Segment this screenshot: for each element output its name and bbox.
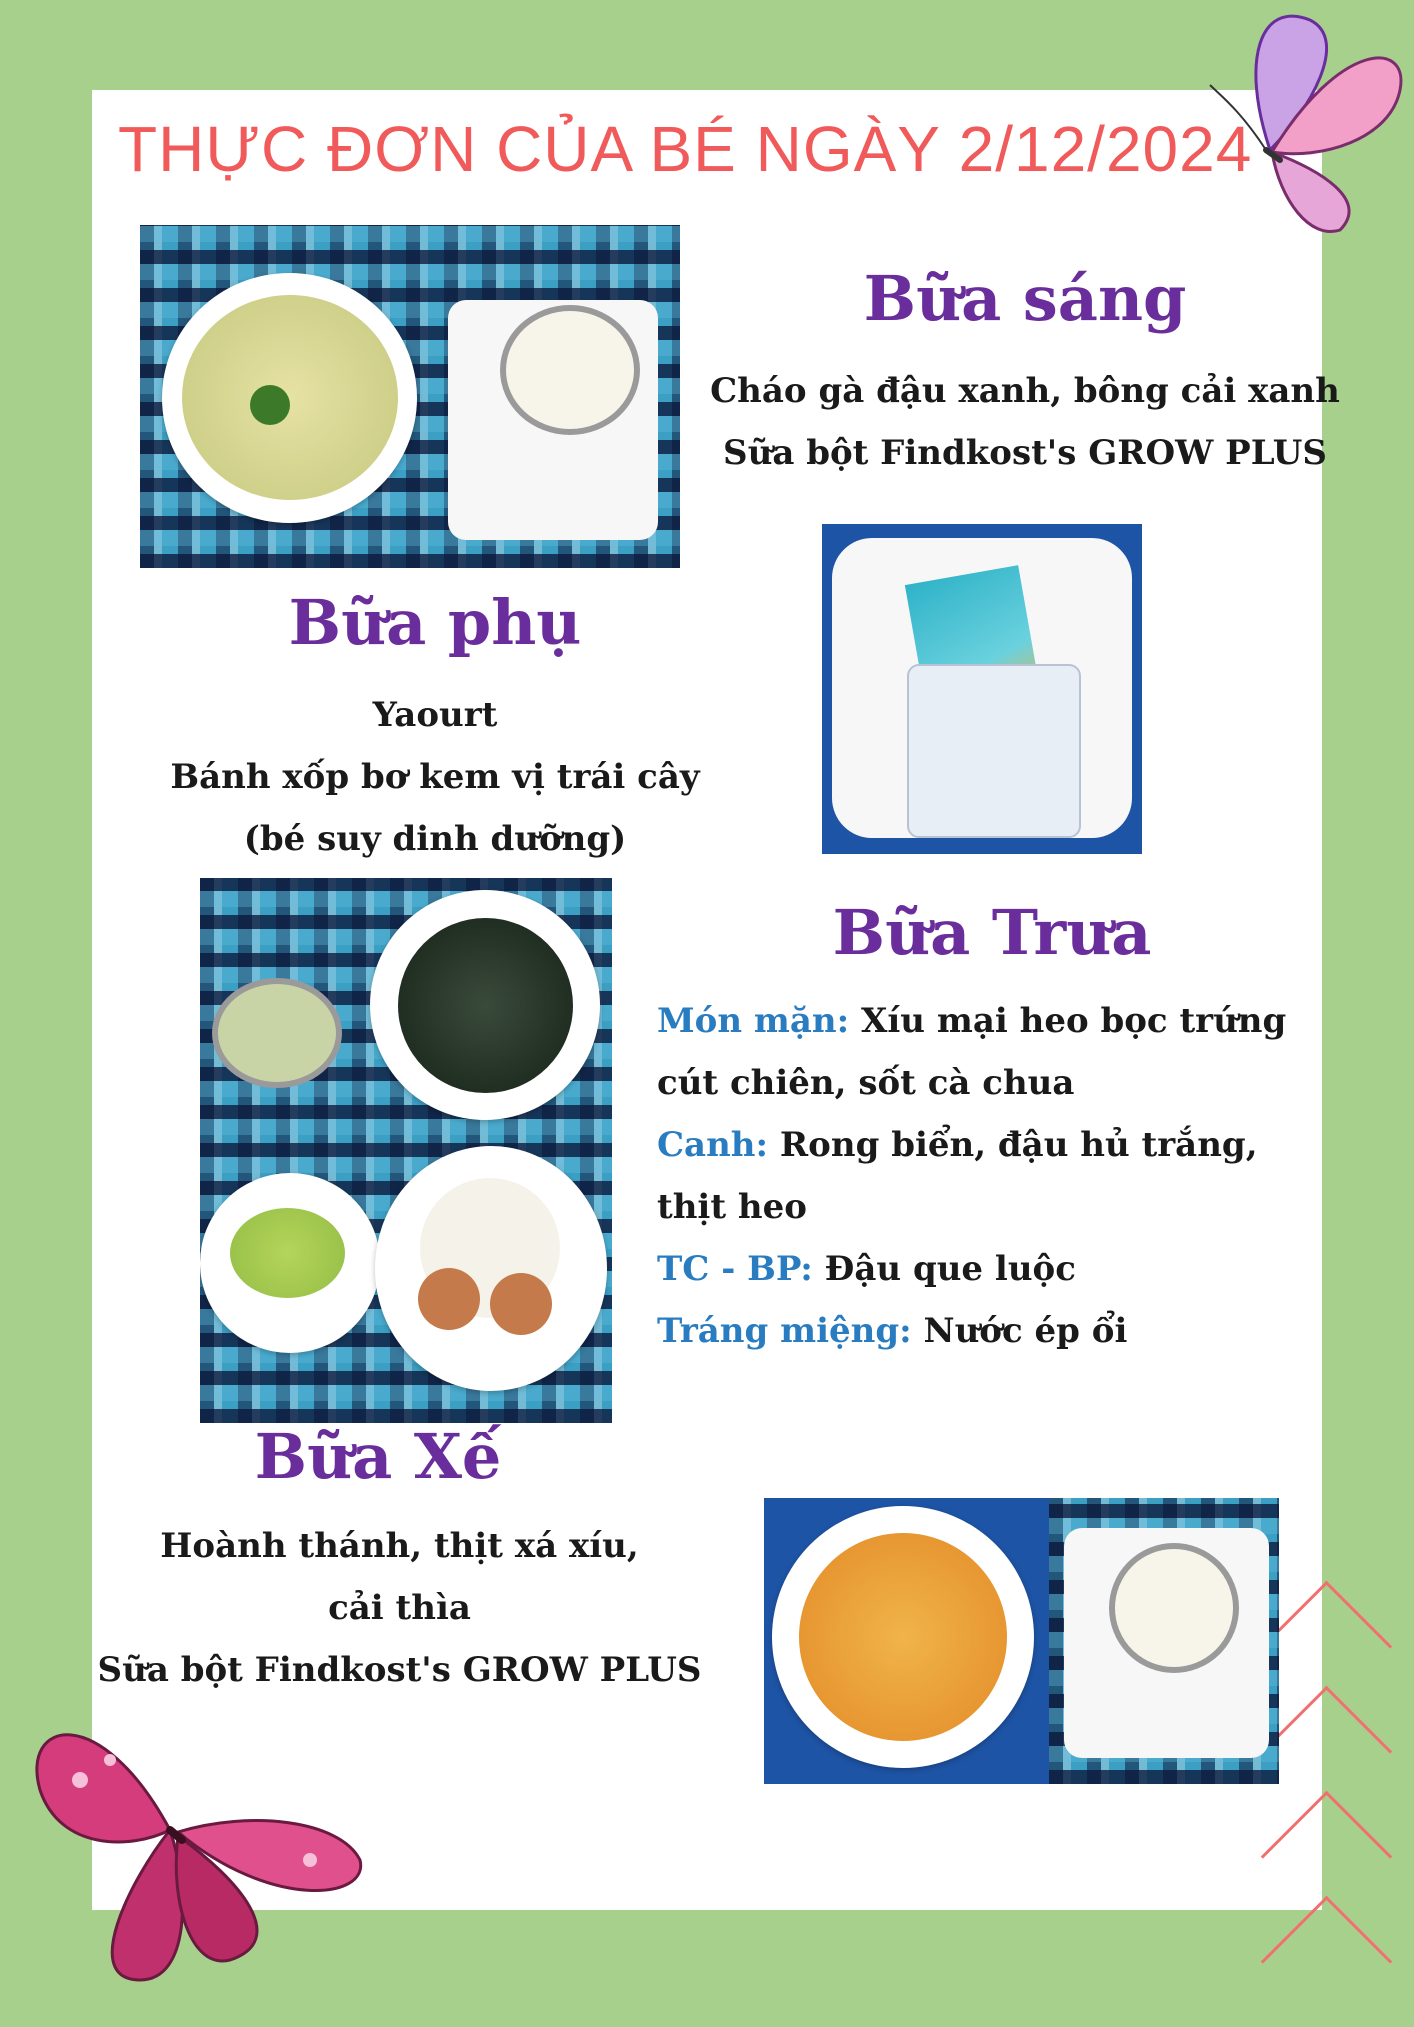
breakfast-menu: [690, 360, 1360, 484]
lunch-text-veg: Đậu que luộc: [812, 1249, 1076, 1289]
lunch-photo: [200, 878, 612, 1423]
lunch-text-main: Xíu mại heo bọc trứng cút chiên, sốt cà chua: [657, 1001, 1287, 1103]
lunch-item-veg: [657, 1238, 1317, 1300]
lunch-item-dessert: [657, 1300, 1317, 1362]
afternoon-menu: [92, 1515, 707, 1701]
breakfast-photo: [140, 225, 680, 568]
afternoon-heading: Bữa Xế: [254, 1420, 502, 1493]
breakfast-heading: Bữa sáng: [863, 262, 1187, 335]
snack-photo: [822, 524, 1142, 854]
afternoon-photo: [764, 1498, 1279, 1784]
lunch-heading: Bữa Trưa: [832, 896, 1152, 969]
snack-line-3: (bé suy dinh dưỡng): [243, 819, 627, 859]
lunch-label-veg: TC - BP:: [657, 1249, 813, 1289]
lunch-text-dessert: Nước ép ổi: [911, 1311, 1128, 1351]
lunch-item-main: [657, 990, 1317, 1114]
snack-line-2: Bánh xốp bơ kem vị trái cây: [170, 757, 700, 797]
breakfast-line-1: Cháo gà đậu xanh, bông cải xanh: [710, 371, 1340, 411]
page-title: THỰC ĐƠN CỦA BÉ NGÀY 2/12/2024: [118, 113, 1253, 185]
butterfly-icon-bottom: [20, 1680, 380, 2000]
lunch-text-soup: Rong biển, đậu hủ trắng, thịt heo: [657, 1125, 1258, 1227]
butterfly-icon-top: [1200, 0, 1414, 240]
afternoon-line-2: Sữa bột Findkost's GROW PLUS: [97, 1650, 702, 1690]
lunch-label-soup: Canh:: [657, 1125, 769, 1165]
lunch-label-dessert: Tráng miệng:: [657, 1311, 912, 1351]
snack-line-1: Yaourt: [372, 695, 498, 735]
lunch-menu: [657, 990, 1317, 1362]
lunch-item-soup: [657, 1114, 1317, 1238]
snack-menu: [120, 684, 750, 870]
afternoon-line-1: Hoành thánh, thịt xá xíu, cải thìa: [160, 1526, 639, 1628]
breakfast-line-2: Sữa bột Findkost's GROW PLUS: [723, 433, 1327, 473]
lunch-label-main: Món mặn:: [657, 1001, 850, 1041]
snack-heading: Bữa phụ: [288, 586, 582, 659]
